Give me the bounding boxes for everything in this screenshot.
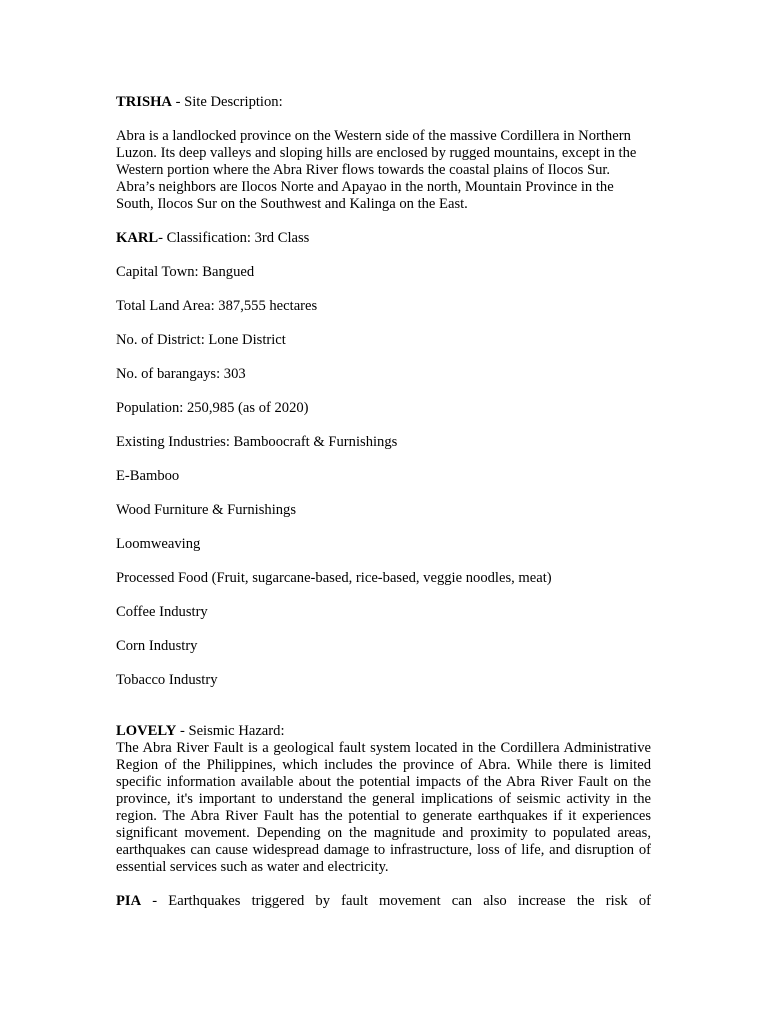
karl-heading-text: - Classification: 3rd Class bbox=[158, 230, 310, 246]
lovely-heading-text: - Seismic Hazard: bbox=[176, 723, 285, 739]
pia-paragraph bbox=[116, 893, 651, 910]
barangays-field: No. of barangays: 303 bbox=[116, 366, 246, 382]
industry-item: Loomweaving bbox=[116, 536, 201, 552]
industry-item: Wood Furniture & Furnishings bbox=[116, 502, 297, 518]
industry-item: Corn Industry bbox=[116, 638, 198, 654]
land-area-field: Total Land Area: 387,555 hectares bbox=[116, 298, 318, 314]
industry-item: Tobacco Industry bbox=[116, 672, 218, 688]
pia-name: PIA bbox=[116, 893, 142, 909]
lovely-heading bbox=[116, 723, 651, 740]
pia-text: - Earthquakes triggered by fault movement can also increase the risk of bbox=[141, 893, 651, 909]
industry-item: Coffee Industry bbox=[116, 604, 208, 620]
district-field: No. of District: Lone District bbox=[116, 332, 286, 348]
industries-field: Existing Industries: Bamboocraft & Furnishings bbox=[116, 434, 398, 450]
trisha-heading-text: - Site Description: bbox=[171, 94, 283, 110]
karl-name: KARL bbox=[116, 230, 159, 246]
lovely-name: LOVELY bbox=[116, 723, 177, 739]
site-description-paragraph: Abra is a landlocked province on the Western side of the massive Cordillera in Northern Luzon. Its deep valleys and sloping hills are enclosed by rugged mountains, except in the Western portion where the Abra River flows towards the coastal plains of Ilocos Sur. Abra’s neighbors are Ilocos Norte and Apayao in the north, Mountain Province in the South, Ilocos Sur on the Southwest and Kalinga on the East. bbox=[116, 128, 637, 212]
trisha-name: TRISHA bbox=[116, 94, 172, 110]
population-field: Population: 250,985 (as of 2020) bbox=[116, 400, 309, 416]
seismic-hazard-paragraph: The Abra River Fault is a geological fault system located in the Cordillera Administrative Region of the Philippines, which includes the province of Abra. While there is limited specific information available about the potential impacts of the Abra River Fault on the province, it's important to understand the general implications of seismic activity in the region. The Abra River Fault has the potential to generate earthquakes if it experiences significant movement. Depending on the magnitude and proximity to populated areas, earthquakes can cause widespread damage to infrastructure, loss of life, and disruption of essential services such as water and electricity. bbox=[116, 740, 651, 875]
document-page bbox=[116, 94, 651, 910]
industry-item: Processed Food (Fruit, sugarcane-based, rice-based, veggie noodles, meat) bbox=[116, 570, 552, 586]
capital-town-field: Capital Town: Bangued bbox=[116, 264, 255, 280]
karl-heading bbox=[116, 230, 651, 247]
industry-item: E-Bamboo bbox=[116, 468, 180, 484]
trisha-heading bbox=[116, 94, 651, 111]
